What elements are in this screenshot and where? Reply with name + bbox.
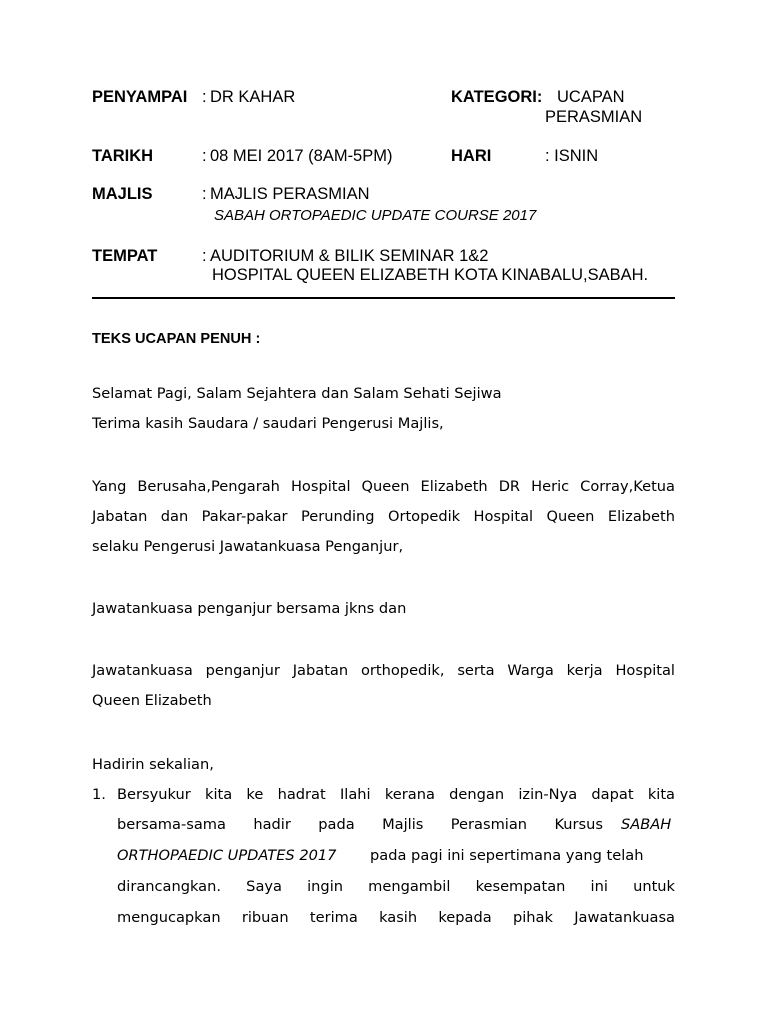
- para1-line1: Yang Berusaha,Pengarah Hospital Queen Elizabeth DR Heric Corray,Ketua: [92, 478, 675, 495]
- hadirin: Hadirin sekalian,: [92, 756, 214, 773]
- item1-line4: dirancangkan. Saya ingin mengambil kesempatan ini untuk: [117, 878, 675, 895]
- majlis-value-line1: MAJLIS PERASMIAN: [210, 185, 370, 203]
- speech-heading: TEKS UCAPAN PENUH :: [92, 331, 261, 347]
- penyampai-value: DR KAHAR: [210, 88, 296, 106]
- greeting-line2: Terima kasih Saudara / saudari Pengerusi Majlis,: [92, 415, 444, 432]
- item1-line3b: pada pagi ini sepertimana yang telah: [370, 847, 644, 864]
- item1-line2a: bersama-sama hadir pada Majlis Perasmian Kursus: [117, 816, 603, 833]
- tempat-value-line1: AUDITORIUM & BILIK SEMINAR 1&2: [210, 247, 489, 265]
- tarikh-label: TARIKH: [92, 147, 154, 165]
- kategori-value-line2: PERASMIAN: [545, 108, 643, 126]
- kategori-value-line1: UCAPAN: [557, 88, 625, 106]
- tarikh-colon: :: [202, 147, 207, 165]
- kategori-label: KATEGORI:: [451, 88, 543, 106]
- para1-line3: selaku Pengerusi Jawatankuasa Penganjur,: [92, 538, 404, 555]
- item1-line3a: ORTHOPAEDIC UPDATES 2017: [117, 847, 337, 864]
- hari-label: HARI: [451, 147, 492, 165]
- tarikh-value: 08 MEI 2017 (8AM-5PM): [210, 147, 393, 165]
- hari-value: : ISNIN: [545, 147, 599, 165]
- item1-number: 1.: [92, 786, 106, 803]
- tempat-value-line2: HOSPITAL QUEEN ELIZABETH KOTA KINABALU,SABAH.: [212, 266, 649, 284]
- item1-line1: Bersyukur kita ke hadrat Ilahi kerana dengan izin-Nya dapat kita: [117, 786, 675, 803]
- tempat-label: TEMPAT: [92, 247, 158, 265]
- majlis-colon: :: [202, 185, 207, 203]
- penyampai-label: PENYAMPAI: [92, 88, 188, 106]
- header-divider: [92, 297, 675, 299]
- tempat-colon: :: [202, 247, 207, 265]
- para1-line2: Jabatan dan Pakar-pakar Perunding Ortopedik Hospital Queen Elizabeth: [92, 508, 675, 525]
- para3-line1: Jawatankuasa penganjur Jabatan orthopedik, serta Warga kerja Hospital: [92, 662, 675, 679]
- para3-line2: Queen Elizabeth: [92, 692, 212, 709]
- item1-line2b: SABAH: [621, 816, 672, 833]
- greeting-line1: Selamat Pagi, Salam Sejahtera dan Salam Sehati Sejiwa: [92, 385, 502, 402]
- majlis-value-line2: SABAH ORTOPAEDIC UPDATE COURSE 2017: [214, 207, 537, 224]
- majlis-label: MAJLIS: [92, 185, 153, 203]
- penyampai-colon: :: [202, 88, 207, 106]
- item1-line5: mengucapkan ribuan terima kasih kepada pihak Jawatankuasa: [117, 909, 675, 926]
- para2: Jawatankuasa penganjur bersama jkns dan: [92, 600, 407, 617]
